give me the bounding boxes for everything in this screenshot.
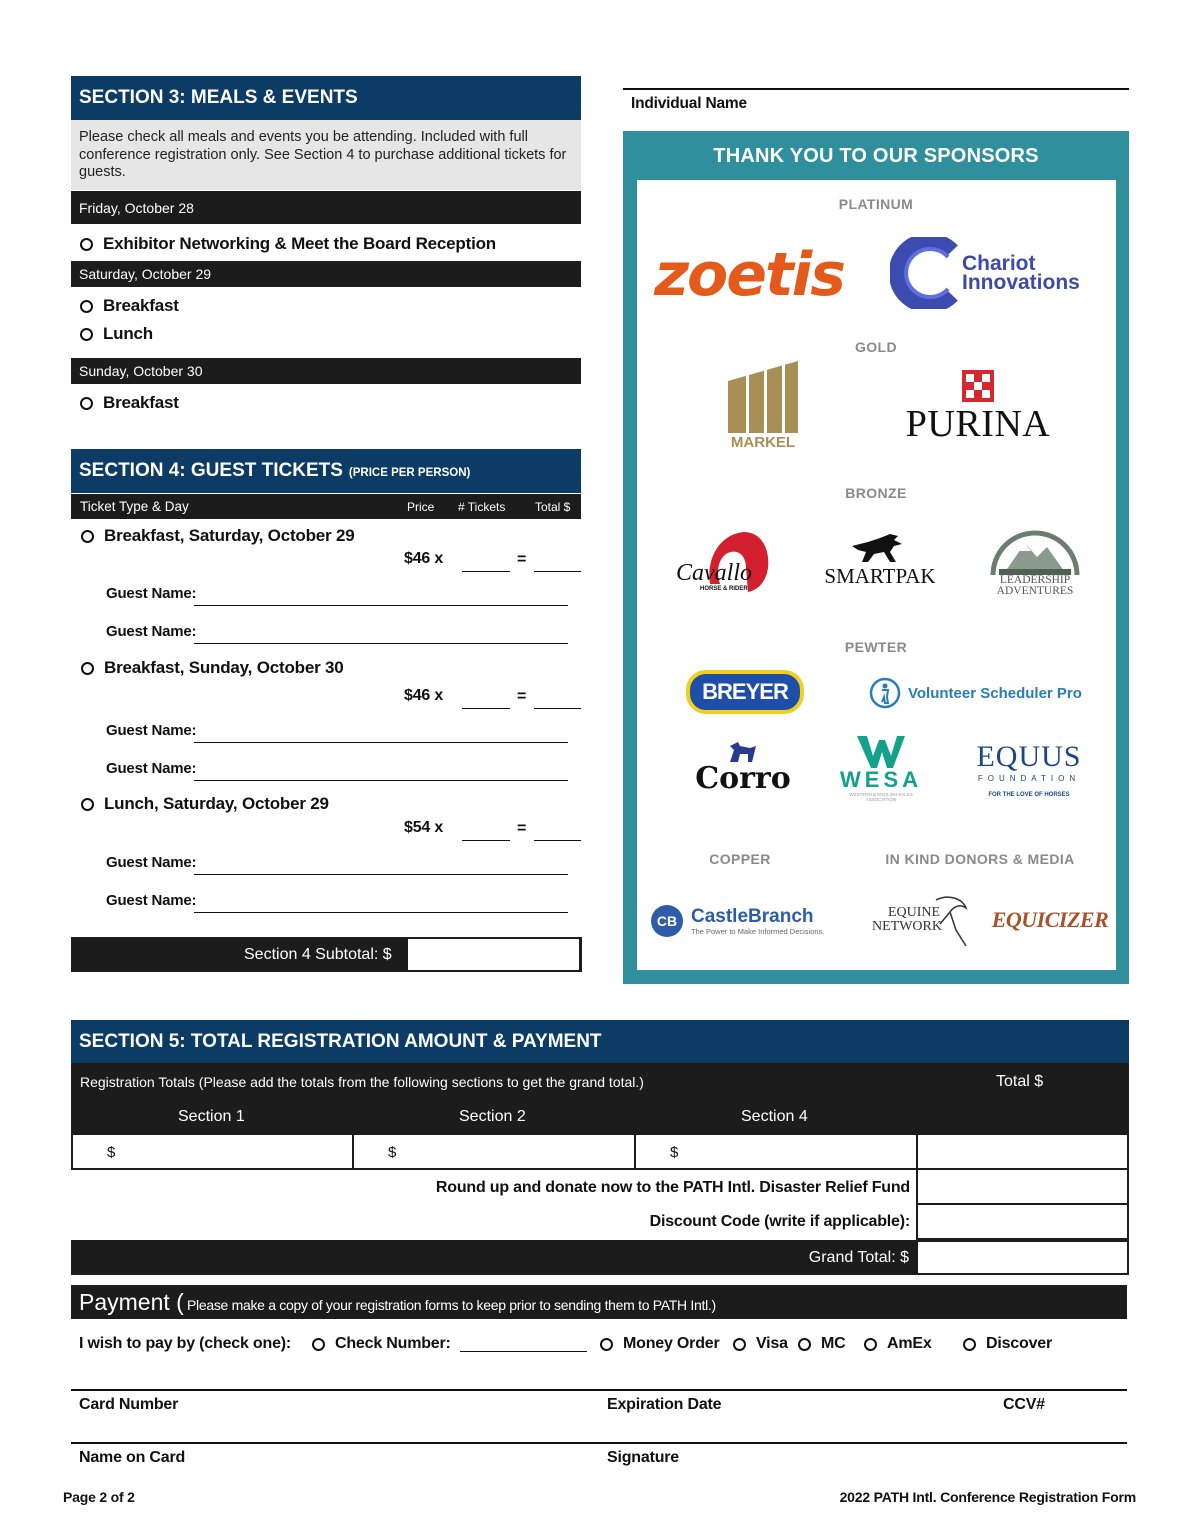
round-up-field[interactable] xyxy=(916,1168,1129,1205)
guest-name-label: Guest Name: xyxy=(106,892,197,909)
ticket-option-sat-breakfast[interactable] xyxy=(81,526,354,546)
pay-option-discover[interactable] xyxy=(963,1334,1052,1354)
sponsors-title: THANK YOU TO OUR SPONSORS xyxy=(713,145,1039,167)
equine-network-logo xyxy=(870,894,974,948)
radio-icon[interactable] xyxy=(81,530,94,543)
mountain-arch-icon xyxy=(989,525,1081,575)
guest-name-field[interactable] xyxy=(194,857,568,875)
ticket-price: $54 x xyxy=(404,819,444,836)
radio-icon[interactable] xyxy=(81,662,94,675)
col-price: Price xyxy=(407,500,435,514)
ticket-price: $46 x xyxy=(404,550,444,567)
event-option-reception[interactable] xyxy=(80,234,496,254)
total-label: Total $ xyxy=(996,1073,1044,1090)
pay-option-check[interactable] xyxy=(312,1334,451,1354)
signature-label[interactable]: Signature xyxy=(607,1449,679,1466)
tier-inkind-label: IN KIND DONORS & MEDIA xyxy=(885,851,1075,867)
equus-foundation-text: FOUNDATION xyxy=(977,774,1081,783)
ticket-total-field[interactable] xyxy=(534,822,581,841)
ticket-label: Breakfast, Sunday, October 30 xyxy=(104,658,344,677)
castlebranch-cb-icon xyxy=(650,904,684,938)
guest-name-field[interactable] xyxy=(194,895,568,913)
tier-bronze-label: BRONZE xyxy=(845,485,907,501)
page-number: Page 2 of 2 xyxy=(63,1489,135,1505)
chariot-innovations-logo xyxy=(890,236,1100,310)
corro-logo xyxy=(688,738,798,796)
radio-icon[interactable] xyxy=(312,1338,325,1351)
event-label: Breakfast xyxy=(103,296,179,315)
check-number-field[interactable] xyxy=(460,1335,587,1352)
purina-text: PURINA xyxy=(905,403,1051,445)
chariot-c-icon xyxy=(890,237,964,309)
pay-option-label: Check Number: xyxy=(335,1335,451,1352)
payment-note: Please make a copy of your registration forms to keep prior to sending them to PATH Intl.) xyxy=(187,1297,716,1313)
form-title-footer: 2022 PATH Intl. Conference Registration Form xyxy=(839,1489,1136,1505)
section5-title: SECTION 5: TOTAL REGISTRATION AMOUNT & PAYMENT xyxy=(79,1030,602,1052)
expiration-date-label[interactable]: Expiration Date xyxy=(607,1396,722,1413)
section5-header xyxy=(71,1020,1129,1063)
dollar-sign: $ xyxy=(670,1144,679,1161)
radio-icon[interactable] xyxy=(81,798,94,811)
leadership-adventures-logo xyxy=(985,524,1085,598)
zoetis-text: zoetis xyxy=(654,240,844,310)
round-up-label: Round up and donate now to the PATH Intl. Disaster Relief Fund xyxy=(435,1179,910,1196)
ticket-label: Lunch, Saturday, October 29 xyxy=(104,794,329,813)
ticket-total-field[interactable] xyxy=(534,553,581,572)
pay-option-label: Visa xyxy=(756,1335,788,1352)
volunteer-text: Volunteer Scheduler Pro xyxy=(908,684,1082,702)
wesa-logo xyxy=(835,734,927,804)
running-horse-icon xyxy=(850,532,910,564)
guest-name-label: Guest Name: xyxy=(106,760,197,777)
ticket-option-sat-lunch[interactable] xyxy=(81,794,329,814)
radio-icon[interactable] xyxy=(80,238,93,251)
ticket-option-sun-breakfast[interactable] xyxy=(81,658,344,678)
castlebranch-tagline: The Power to Make Informed Decisions. xyxy=(691,926,825,936)
section1-label: Section 1 xyxy=(178,1108,245,1125)
event-label: Exhibitor Networking & Meet the Board Reception xyxy=(103,234,496,253)
discount-code-field[interactable] xyxy=(916,1203,1129,1240)
ticket-label: Breakfast, Saturday, October 29 xyxy=(104,526,355,545)
purina-checkerboard-icon xyxy=(962,370,994,402)
tier-gold-label: GOLD xyxy=(854,339,898,355)
dollar-sign: $ xyxy=(388,1144,397,1161)
innovations-text: Innovations xyxy=(962,271,1080,294)
section4-header xyxy=(71,449,581,493)
pay-method-label: I wish to pay by (check one): xyxy=(79,1335,292,1352)
dollar-sign: $ xyxy=(107,1144,116,1161)
section2-label: Section 2 xyxy=(459,1108,526,1125)
guest-name-label: Guest Name: xyxy=(106,623,197,640)
wesa-text: WESA xyxy=(840,767,922,792)
equicizer-text: EQUICIZER xyxy=(991,907,1109,932)
date-bar-friday: Friday, October 28 xyxy=(71,191,581,224)
cavallo-logo xyxy=(672,526,777,596)
radio-icon[interactable] xyxy=(733,1338,746,1351)
pay-option-label: Money Order xyxy=(623,1335,720,1352)
corro-text: Corro xyxy=(695,761,791,796)
section4-label: Section 4 xyxy=(741,1108,808,1125)
equus-text: EQUUS xyxy=(976,740,1082,773)
pay-option-label: Discover xyxy=(986,1335,1052,1352)
radio-icon[interactable] xyxy=(80,300,93,313)
guest-name-field[interactable] xyxy=(194,588,568,606)
totals-note: Registration Totals (Please add the totals from the following sections to get the grand total.) xyxy=(80,1074,644,1090)
section3-intro: Please check all meals and events you be attending. Included with full conference registration only. See Section 4 to purchase additional tickets for guests. xyxy=(71,120,581,190)
discount-label: Discount Code (write if applicable): xyxy=(649,1213,910,1230)
event-label: Breakfast xyxy=(103,393,179,412)
ticket-total-field[interactable] xyxy=(534,690,581,709)
pay-option-visa[interactable] xyxy=(733,1334,788,1354)
equicizer-logo xyxy=(991,900,1109,940)
ticket-count-field[interactable] xyxy=(462,690,510,709)
individual-name-label: Individual Name xyxy=(631,95,747,112)
ticket-price: $46 x xyxy=(404,687,444,704)
adventures-text: ADVENTURES xyxy=(996,585,1074,597)
guest-name-label: Guest Name: xyxy=(106,722,197,739)
col-ticket-type: Ticket Type & Day xyxy=(80,499,189,514)
event-label: Lunch xyxy=(103,324,153,343)
section4-subtotal-bar xyxy=(71,937,582,972)
pay-option-mc[interactable] xyxy=(798,1334,845,1354)
radio-icon[interactable] xyxy=(864,1338,877,1351)
guest-name-field[interactable] xyxy=(194,725,568,743)
event-option-sat-lunch[interactable] xyxy=(80,324,153,344)
breyer-logo xyxy=(686,670,804,714)
equals-sign: = xyxy=(517,688,527,705)
subtotal-field[interactable] xyxy=(408,939,579,970)
ccv-label[interactable]: CCV# xyxy=(1003,1396,1045,1413)
equals-sign: = xyxy=(517,820,527,837)
wesa-w-icon xyxy=(857,736,905,768)
pay-option-label: AmEx xyxy=(887,1335,932,1352)
payment-title: Payment ( xyxy=(79,1289,184,1315)
tier-copper-label: COPPER xyxy=(709,851,771,867)
smartpak-logo xyxy=(820,528,940,592)
network-text: NETWORK xyxy=(872,919,942,934)
markel-text: MARKEL xyxy=(730,434,796,451)
col-total: Total $ xyxy=(535,500,571,514)
name-row-line xyxy=(71,1442,1127,1444)
radio-icon[interactable] xyxy=(80,397,93,410)
radio-icon[interactable] xyxy=(798,1338,811,1351)
event-option-sat-breakfast[interactable] xyxy=(80,296,179,316)
markel-logo xyxy=(722,360,804,452)
section4-title: SECTION 4: GUEST TICKETS xyxy=(79,460,343,481)
section3-title: SECTION 3: MEALS & EVENTS xyxy=(79,87,358,108)
event-option-sun-breakfast[interactable] xyxy=(80,393,179,413)
breyer-text: BREYER xyxy=(702,679,788,704)
cavallo-subtext: HORSE & RIDER xyxy=(700,586,748,592)
wesa-subtext: WESTERN & ENGLISH SALES ASSOCIATION xyxy=(849,792,913,802)
section3-header xyxy=(71,76,581,120)
pay-option-label: MC xyxy=(821,1335,846,1352)
volunteer-person-icon xyxy=(868,676,902,710)
guest-name-label: Guest Name: xyxy=(106,854,197,871)
tier-platinum-label: PLATINUM xyxy=(838,196,914,212)
ticket-table-header xyxy=(71,494,581,519)
guest-name-field[interactable] xyxy=(194,626,568,644)
leadership-text: LEADERSHIP xyxy=(999,574,1071,586)
payment-header xyxy=(71,1285,1127,1319)
guest-name-field[interactable] xyxy=(194,763,568,781)
guest-name-label: Guest Name: xyxy=(106,585,197,602)
radio-icon[interactable] xyxy=(80,328,93,341)
card-row-line xyxy=(71,1389,1127,1391)
col-tickets: # Tickets xyxy=(458,500,506,514)
section2-total-field[interactable] xyxy=(352,1133,636,1170)
grand-total-field[interactable] xyxy=(916,1240,1129,1275)
totals-header xyxy=(71,1063,1129,1134)
radio-icon[interactable] xyxy=(963,1338,976,1351)
zoetis-logo xyxy=(654,240,844,310)
ticket-count-field[interactable] xyxy=(462,822,510,841)
name-on-card-label[interactable]: Name on Card xyxy=(79,1449,186,1466)
equine-text: EQUINE xyxy=(888,905,941,920)
chariot-text: Chariot xyxy=(962,252,1036,275)
card-number-label[interactable]: Card Number xyxy=(79,1396,179,1413)
ticket-count-field[interactable] xyxy=(462,553,510,572)
radio-icon[interactable] xyxy=(600,1338,613,1351)
section1-total-field[interactable] xyxy=(71,1133,354,1170)
grand-total-row-field[interactable] xyxy=(916,1133,1129,1170)
subtotal-label: Section 4 Subtotal: $ xyxy=(244,946,392,963)
castlebranch-text: CastleBranch xyxy=(691,905,814,927)
tier-pewter-label: PEWTER xyxy=(844,639,908,655)
equals-sign: = xyxy=(517,551,527,568)
equus-foundation-logo xyxy=(972,738,1086,802)
volunteer-scheduler-logo xyxy=(868,676,1088,710)
markel-building-icon xyxy=(728,361,798,433)
cavallo-text: Cavallo xyxy=(676,560,752,586)
pay-option-money-order[interactable] xyxy=(600,1334,720,1354)
purina-logo xyxy=(900,370,1056,446)
pay-option-amex[interactable] xyxy=(864,1334,932,1354)
smartpak-text: SMARTPAK xyxy=(824,563,936,588)
equus-tagline: FOR THE LOVE OF HORSES xyxy=(988,792,1070,798)
date-bar-saturday: Saturday, October 29 xyxy=(71,261,581,287)
castlebranch-logo xyxy=(650,900,844,942)
individual-name-line[interactable] xyxy=(623,88,1129,90)
date-bar-sunday: Sunday, October 30 xyxy=(71,358,581,384)
section4-total-field[interactable] xyxy=(634,1133,918,1170)
section4-title-small: (PRICE PER PERSON) xyxy=(348,467,471,479)
grand-total-label: Grand Total: $ xyxy=(808,1249,909,1266)
svg-text:CB: CB xyxy=(656,913,678,929)
